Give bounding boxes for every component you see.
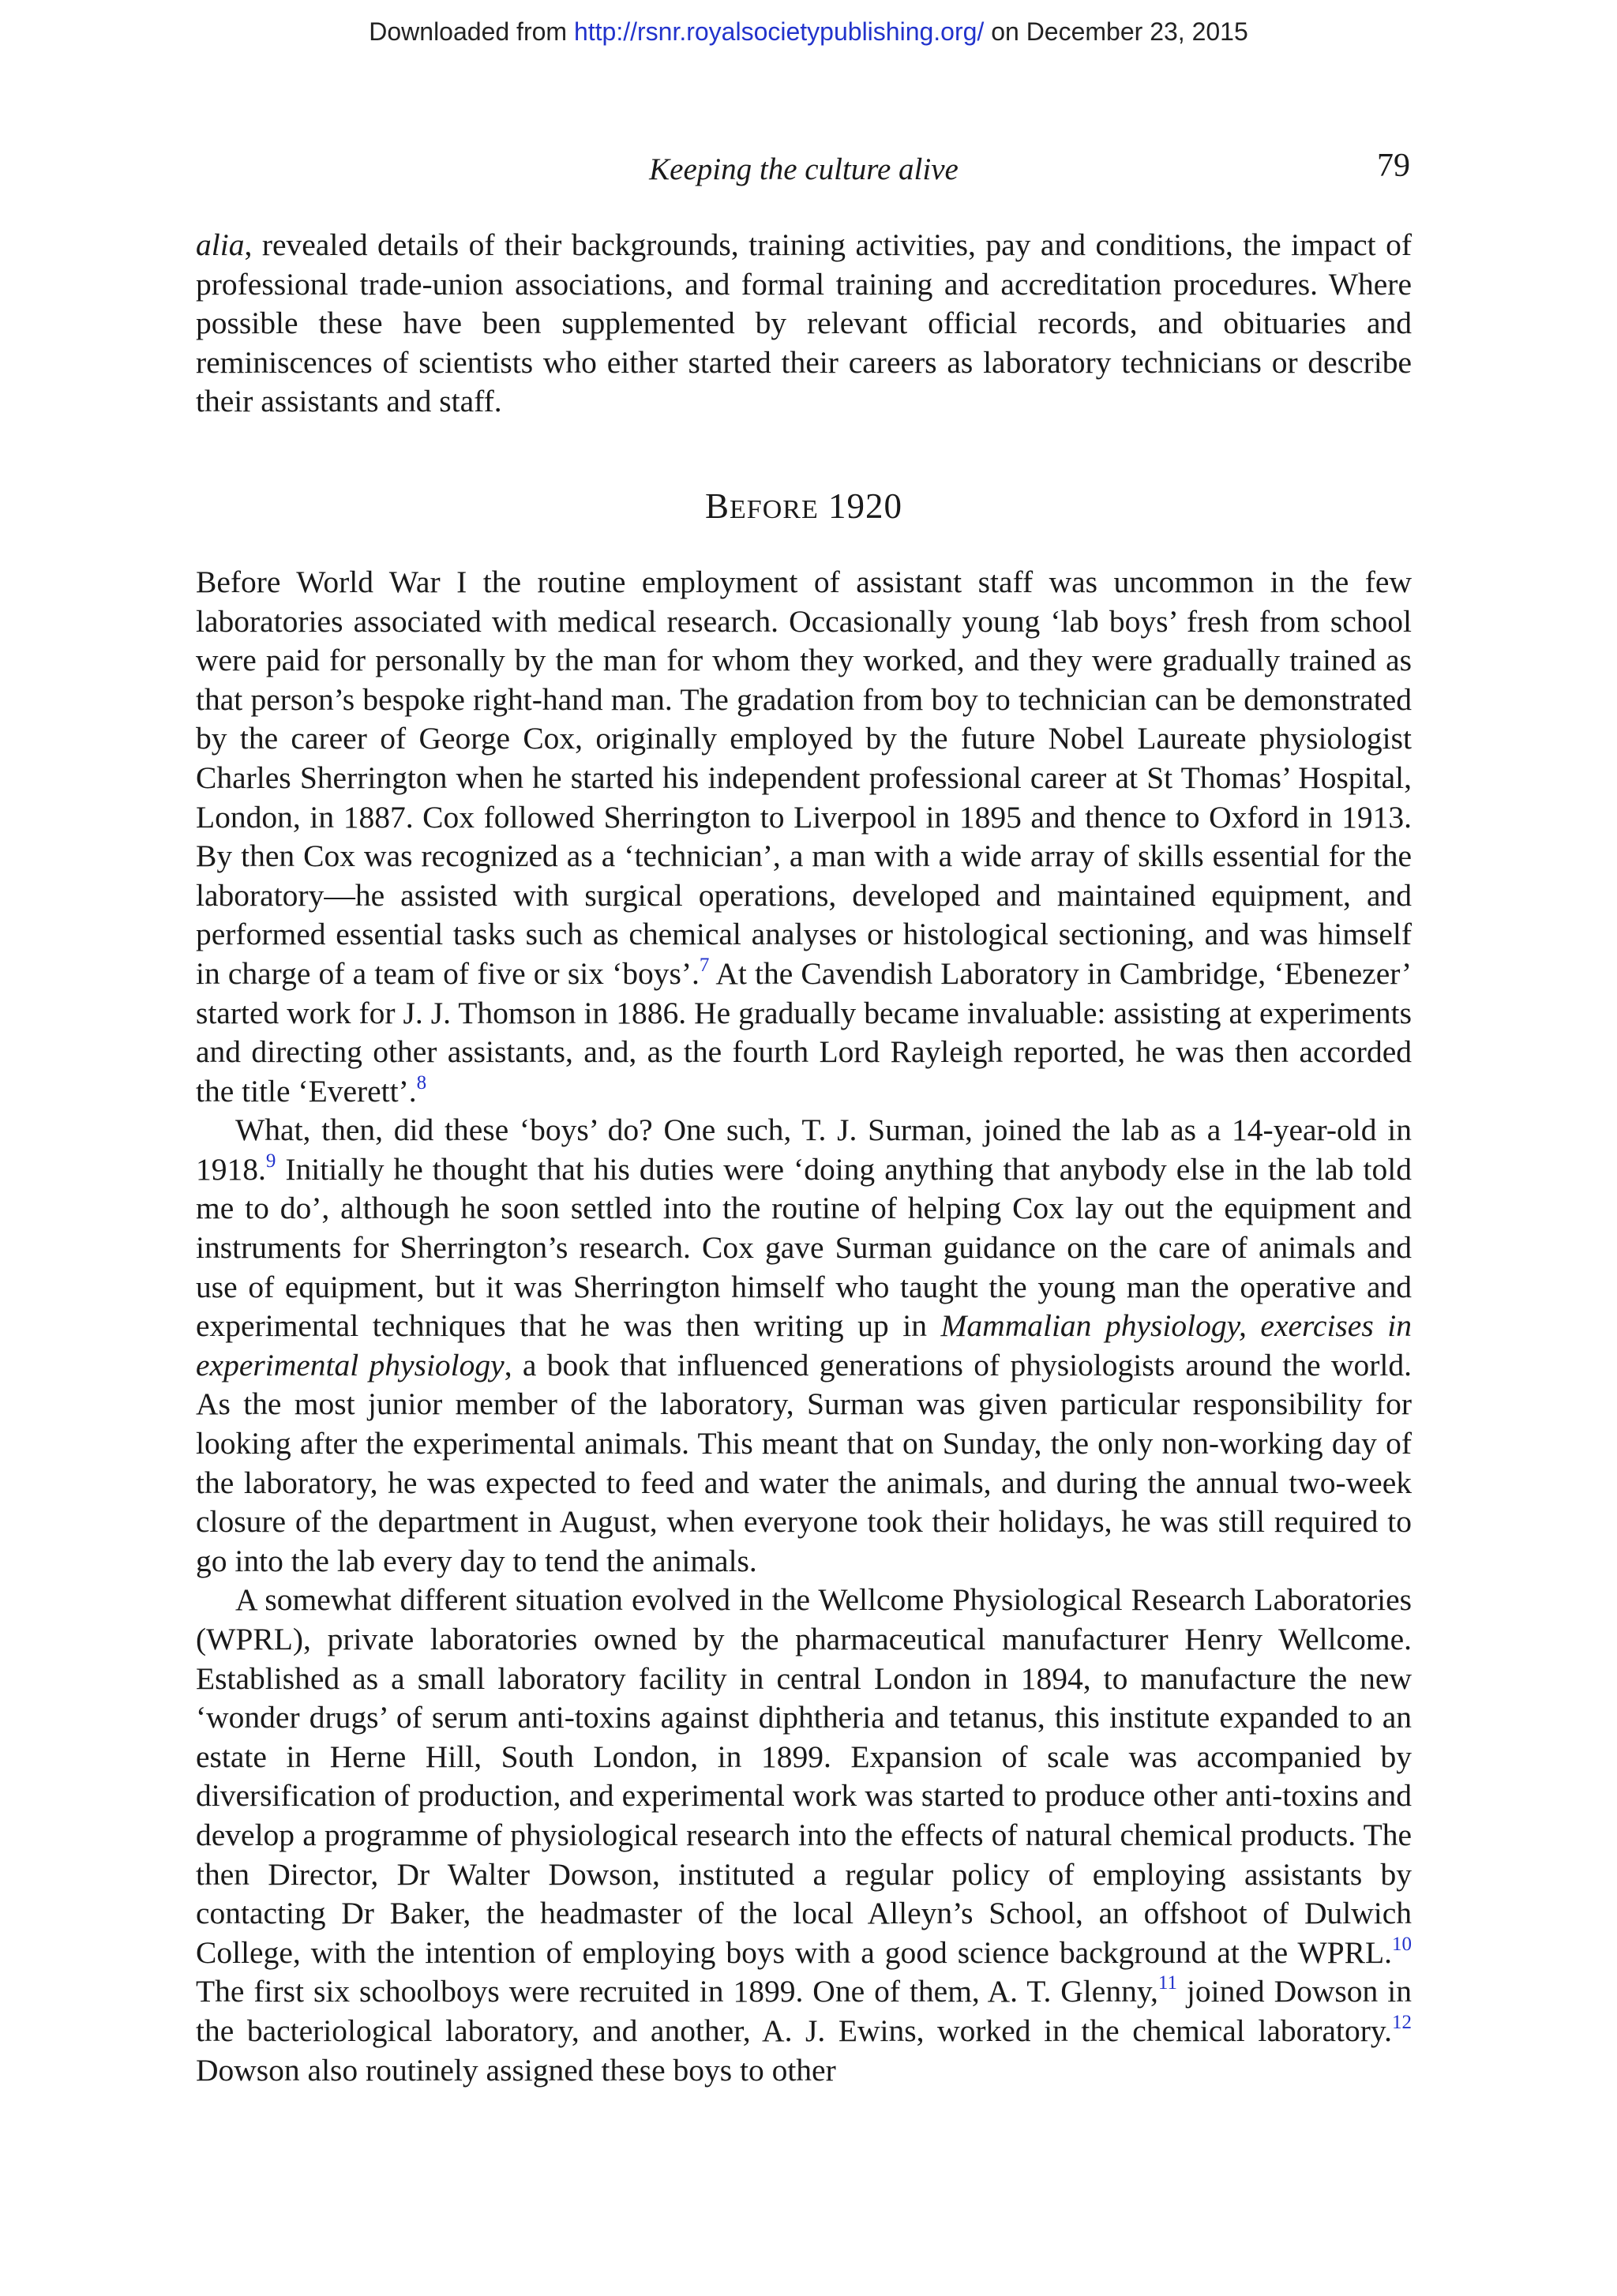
heading-smallcaps: EFORE (730, 494, 819, 524)
paragraph-text: Initially he thought that his duties were ‘doing anything that anybody else in the lab told me to do’, although he soon settled into the routine of helping Cox lay out the equipment and instruments for Sherrington’s research. Cox gave Surman guidance on the care of animals and use of equipment, but it was Sherrington himself who taught the young man the operative and experimental techniques that he was then writing up in (196, 1151, 1412, 1344)
download-prefix: Downloaded from (369, 17, 574, 46)
footnote-ref-7[interactable]: 7 (699, 954, 710, 976)
paragraph-wellcome (196, 1581, 1412, 2090)
paragraph-boys-duties (196, 1111, 1412, 1581)
paragraph-text: What, then, did these ‘boys’ do? One such, T. J. Surman, joined the lab as a 14-year-old in 1918. (196, 1112, 1412, 1187)
paragraph-text: , a book that influenced generations of physiologists around the world. As the most junior member of the laboratory, Surman was given particular responsibility for looking after the experimental animals. This meant that on Sunday, the only non-working day of the laboratory, he was expected to feed and water the animals, and during the annual two-week closure of the department in August, when everyone took their holidays, he was still required to go into the lab every day to tend the animals. (196, 1347, 1412, 1578)
heading-year: 1920 (818, 486, 902, 526)
paragraph-text: A somewhat different situation evolved in the Wellcome Physiological Research Laboratories (WPRL), private laboratories owned by the pharmaceutical manufacturer Henry Wellcome. Established as a small laboratory facility in central London in 1894, to manufacture the new ‘wonder drugs’ of serum anti-toxins against diphtheria and tetanus, this institute expanded to an estate in Herne Hill, South London, in 1899. Expansion of scale was accompanied by diversification of production, and experimental work was started to produce other anti-toxins and develop a programme of physiological research into the effects of natural chemical products. The then Director, Dr Walter Dowson, instituted a regular policy of employing assistants by contacting Dr Baker, the headmaster of the local Alleyn’s School, an offshoot of Dulwich College, with the intention of employing boys with a good science background at the WPRL. (196, 1582, 1412, 1970)
download-url-link[interactable]: http://rsnr.royalsocietypublishing.org/ (573, 17, 985, 46)
paragraph-text: Before World War I the routine employment of assistant staff was uncommon in the few laboratories associated with medical research. Occasionally young ‘lab boys’ fresh from school were paid for personally by the man for whom they worked, and they were gradually trained as that person’s bespoke right-hand man. The gradation from boy to technician can be demonstrated by the career of George Cox, originally employed by the future Nobel Laureate physiologist Charles Sherrington when he started his independent professional career at St Thomas’ Hospital, London, in 1887. Cox followed Sherrington to Liverpool in 1895 and thence to Oxford in 1913. By then Cox was recognized as a ‘technician’, a man with a wide array of skills essential for the laboratory—he assisted with surgical operations, developed and maintained equipment, and performed essential tasks such as chemical analyses or histological sectioning, and was himself in charge of a team of five or six ‘boys’. (196, 564, 1412, 991)
page-number: 79 (1377, 148, 1410, 184)
footnote-ref-8[interactable]: 8 (416, 1071, 427, 1094)
book-title: Mammalian physiology, exercises in experimental physiology (196, 1308, 1412, 1382)
section-heading (196, 486, 1412, 530)
paragraph-text: , revealed details of their backgrounds, training activities, pay and conditions, the impact of professional trade-union associations, and formal training and accreditation procedures. Where possible these have been supplemented by relevant official records, and obituaries and reminiscences of scientists who either started their careers as laboratory technicians or describe their assistants and staff. (196, 227, 1412, 419)
footnote-ref-9[interactable]: 9 (265, 1150, 276, 1172)
paragraph-continued (196, 226, 1412, 422)
paragraph-text: At the Cavendish Laboratory in Cambridge, ‘Ebenezer’ started work for J. J. Thomson in 1886. He gradually became invaluable: assisting at experiments and directing other assistants, and, as the fourth Lord Rayleigh reported, he was then accorded the title ‘Everett’. (196, 955, 1413, 1109)
footnote-ref-10[interactable]: 10 (1392, 1933, 1412, 1955)
paragraph-text: The first six schoolboys were recruited in 1899. One of them, A. T. Glenny, (196, 1974, 1158, 2009)
footnote-ref-12[interactable]: 12 (1392, 2011, 1412, 2033)
article-body (196, 226, 1412, 2090)
heading-initial: B (705, 486, 730, 526)
running-title: Keeping the culture alive (649, 152, 959, 186)
paragraph-before-ww1 (196, 563, 1412, 1111)
latin-term: alia (196, 227, 245, 262)
paragraph-text: joined Dowson in the bacteriological laboratory, and another, A. J. Ewins, worked in the chemical laboratory. (196, 1974, 1412, 2048)
download-notice (0, 17, 1617, 47)
paragraph-text: Dowson also routinely assigned these boys to other (196, 2052, 836, 2088)
footnote-ref-11[interactable]: 11 (1157, 1972, 1177, 1994)
download-suffix: on December 23, 2015 (984, 17, 1248, 46)
